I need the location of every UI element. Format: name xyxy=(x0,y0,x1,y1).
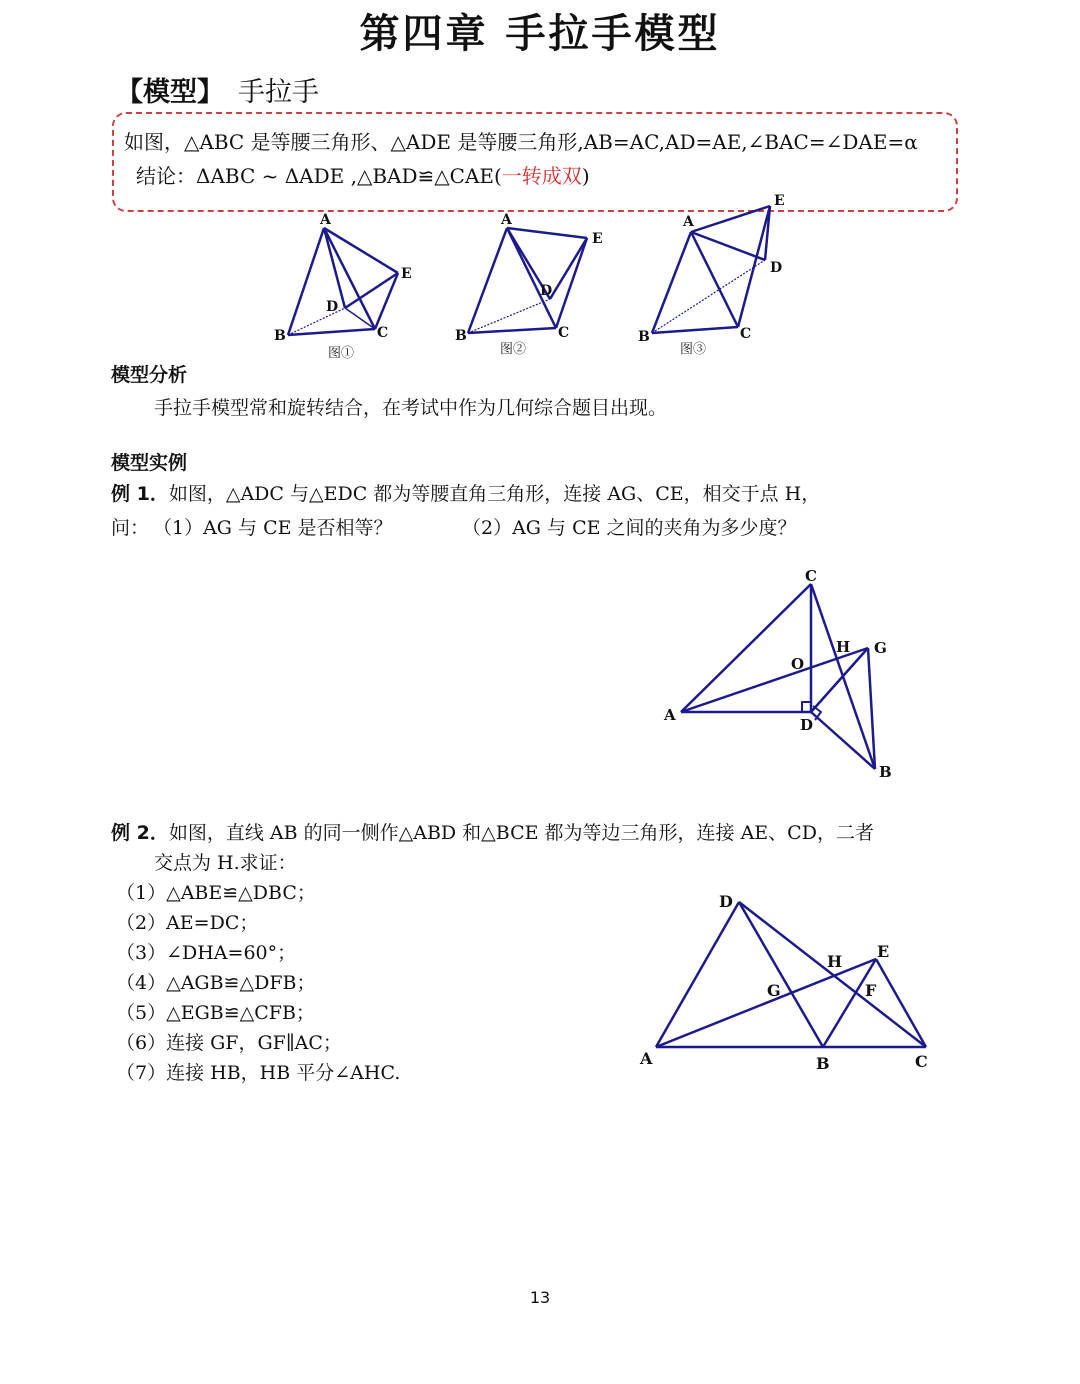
analysis-heading: 模型分析 xyxy=(111,364,188,386)
ex1-label-h: H xyxy=(836,638,851,656)
fig1-label-a: A xyxy=(320,212,331,228)
ex1-label-a: A xyxy=(664,706,676,724)
fig1-label-b: B xyxy=(274,328,286,344)
example1-label: 例 1． xyxy=(111,483,169,505)
fig3-label-d: D xyxy=(770,260,783,276)
ex1-label-g: G xyxy=(874,639,887,657)
fig1-label-d: D xyxy=(326,299,339,315)
figure-1 xyxy=(288,228,398,335)
ex1-label-c: C xyxy=(805,567,817,585)
figure-2 xyxy=(468,228,587,333)
model-conclusion-line xyxy=(136,160,590,189)
example1-question-1: （1）AG 与 CE 是否相等？ xyxy=(153,517,393,539)
example2-line1 xyxy=(111,818,874,845)
example2-line2: 交点为 H.求证： xyxy=(154,852,297,874)
ex2-label-f: F xyxy=(865,981,877,1000)
example2-item-4: （4）△AGB≌△DFB； xyxy=(116,972,316,994)
fig1-caption: 图① xyxy=(328,346,355,361)
example2-item-7: （7）连接 HB，HB 平分∠AHC. xyxy=(116,1062,401,1084)
chapter-title: 第四章 手拉手模型 xyxy=(359,11,721,57)
example2-item-6: （6）连接 GF，GF∥AC； xyxy=(116,1032,342,1054)
fig3-label-b: B xyxy=(638,329,650,345)
fig1-label-e: E xyxy=(401,266,412,282)
example1-figure xyxy=(650,560,910,790)
fig2-label-b: B xyxy=(455,328,467,344)
examples-heading: 模型实例 xyxy=(111,452,188,474)
example2-figure xyxy=(630,885,950,1085)
fig3-label-e: E xyxy=(774,193,785,209)
page-number: 13 xyxy=(529,1288,551,1307)
fig2-label-d: D xyxy=(540,283,553,299)
model-bracket-label: 【模型】 xyxy=(116,77,224,108)
example1-line1 xyxy=(111,479,820,506)
ex2-label-e: E xyxy=(877,942,890,961)
model-statement-line1: 如图，△ABC 是等腰三角形、△ADE 是等腰三角形,AB=AC,AD=AE,∠BAC=∠DAE=α xyxy=(124,130,918,154)
example1-text: 如图，△ADC 与△EDC 都为等腰直角三角形，连接 AG、CE，相交于点 H， xyxy=(168,483,821,505)
conclusion-highlight: 一转成双 xyxy=(501,164,582,188)
ex2-label-h: H xyxy=(827,952,843,971)
fig3-caption: 图③ xyxy=(680,342,707,357)
ex1-label-d: D xyxy=(800,716,814,734)
ex2-label-b: B xyxy=(816,1054,830,1073)
fig3-label-c: C xyxy=(740,326,752,342)
example2-item-5: （5）△EGB≌△CFB； xyxy=(116,1002,315,1024)
fig2-label-a: A xyxy=(501,212,512,228)
example1-question-prefix: 问： xyxy=(111,517,150,539)
fig1-label-c: C xyxy=(377,325,389,341)
conclusion-suffix: ) xyxy=(581,164,590,188)
example1-question-2: （2）AG 与 CE 之间的夹角为多少度？ xyxy=(462,517,797,539)
fig2-label-e: E xyxy=(592,231,603,247)
ex2-label-c: C xyxy=(915,1052,928,1071)
figure-3 xyxy=(652,206,770,333)
fig2-label-c: C xyxy=(558,325,570,341)
ex2-label-d: D xyxy=(719,892,733,911)
model-figures xyxy=(260,193,785,365)
fig2-caption: 图② xyxy=(500,342,527,357)
ex1-label-b: B xyxy=(879,763,892,781)
example2-label: 例 2． xyxy=(111,822,169,844)
example2-item-1: （1）△ABE≌△DBC； xyxy=(116,882,316,904)
ex1-label-o: O xyxy=(791,655,805,673)
example2-item-3: （3）∠DHA=60°； xyxy=(116,942,297,964)
fig3-label-a: A xyxy=(683,214,694,230)
example2-item-2: （2）AE=DC； xyxy=(116,912,259,934)
ex2-label-g: G xyxy=(767,981,781,1000)
conclusion-prefix: 结论：ΔABC ~ ΔADE ,△BAD≌△CAE( xyxy=(136,164,502,188)
ex2-label-a: A xyxy=(640,1049,653,1068)
analysis-text: 手拉手模型常和旋转结合，在考试中作为几何综合题目出现。 xyxy=(154,397,668,419)
model-name: 手拉手 xyxy=(238,77,319,108)
example2-text: 如图，直线 AB 的同一侧作△ABD 和△BCE 都为等边三角形，连接 AE、CD，二者 xyxy=(168,822,874,844)
model-heading xyxy=(116,70,319,109)
